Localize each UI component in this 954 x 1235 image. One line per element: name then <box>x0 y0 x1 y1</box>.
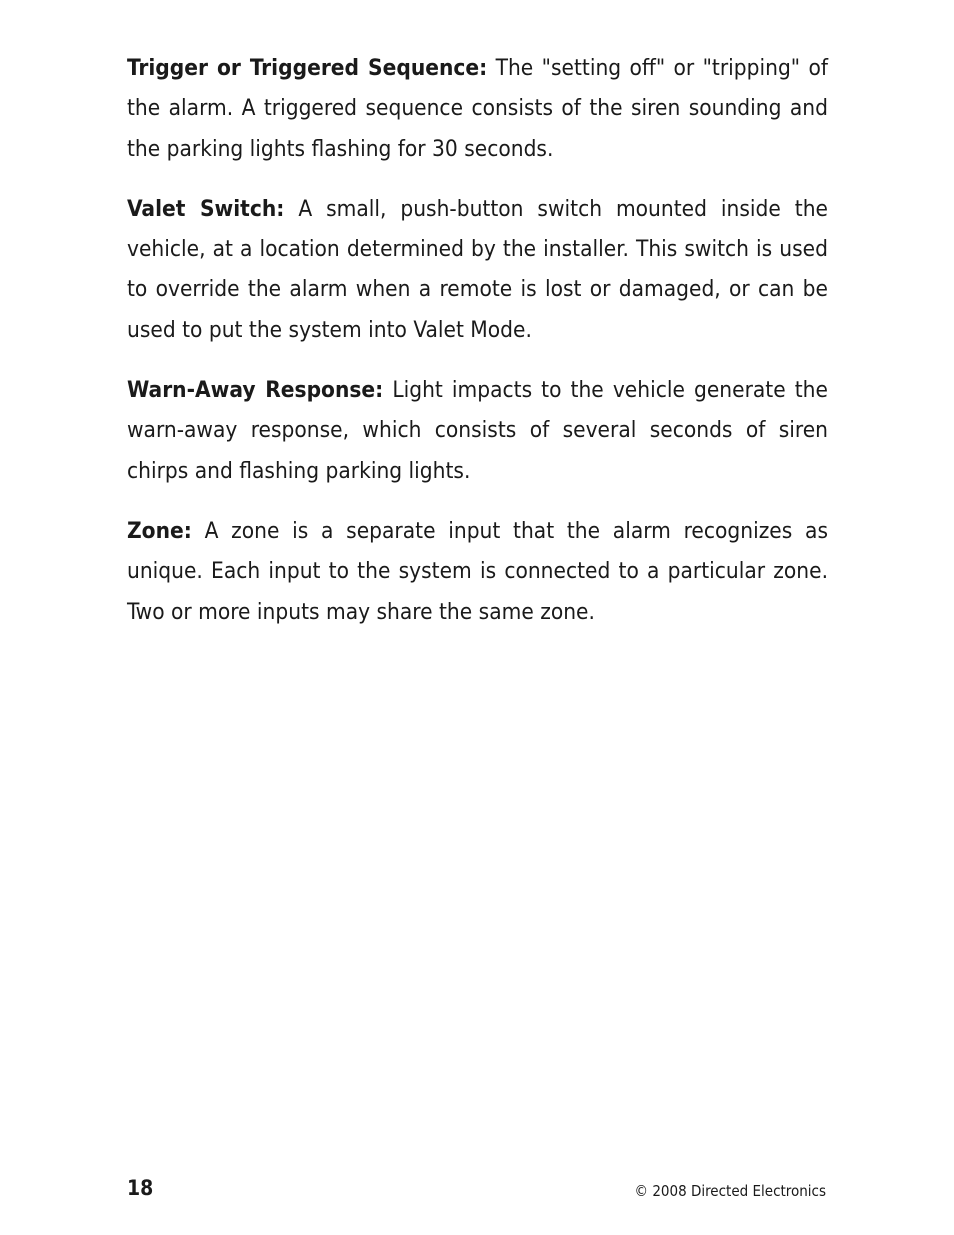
glossary-term: Trigger or Triggered Sequence: <box>127 55 488 81</box>
glossary-term: Warn-Away Response: <box>127 377 384 404</box>
glossary-definition: Light impacts to the vehicle generate the warn-away response, which consists of several seconds of siren chirps and flashing parking lights. <box>127 377 828 484</box>
copyright-notice: © 2008 Directed Electronics <box>634 1182 826 1200</box>
glossary-entry-warn-away <box>127 370 828 491</box>
page-number: 18 <box>127 1176 154 1200</box>
glossary-content <box>127 48 828 652</box>
glossary-definition: The "setting off" or "tripping" of the alarm. A triggered sequence consists of the siren sounding and the parking lights flashing for 30 seconds. <box>127 55 828 162</box>
glossary-definition: A zone is a separate input that the alarm recognizes as unique. Each input to the system is connected to a particular zone. Two or more inputs may share the same zone. <box>127 517 828 625</box>
page-footer <box>127 1172 826 1212</box>
glossary-definition: A small, push-button switch mounted inside the vehicle, at a location determined by the installer. This switch is used to override the alarm when a remote is lost or damaged, or can be used to put the system into Valet Mode. <box>127 195 828 343</box>
glossary-term: Zone: <box>127 517 192 544</box>
glossary-entry-trigger <box>127 48 828 169</box>
glossary-entry-zone <box>127 511 828 632</box>
glossary-entry-valet-switch <box>127 189 828 350</box>
glossary-term: Valet Switch: <box>127 195 285 222</box>
